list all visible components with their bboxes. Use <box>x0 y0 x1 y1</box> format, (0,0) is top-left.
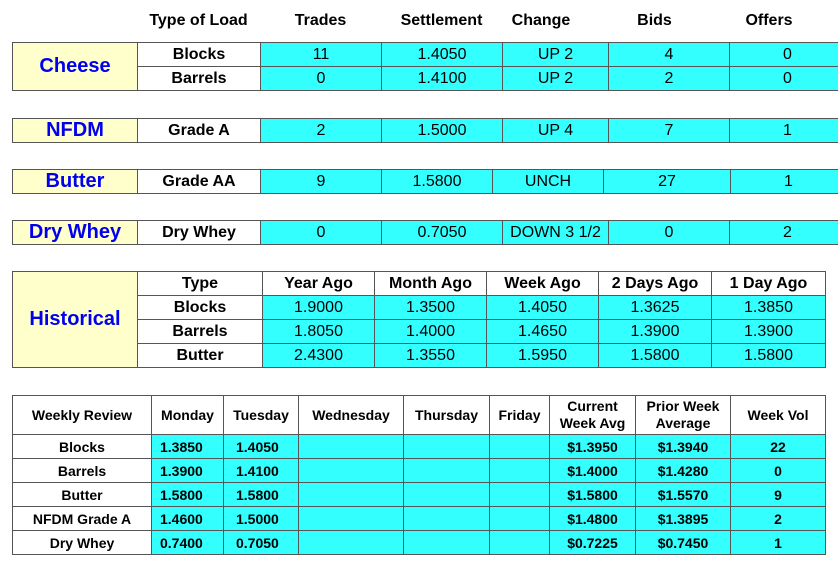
change-value: UP 4 <box>503 119 609 143</box>
weekly-thursday <box>404 531 490 555</box>
weekly-tuesday: 1.4100 <box>224 459 299 483</box>
weekly-monday: 1.4600 <box>152 507 224 531</box>
weekly-product: Dry Whey <box>13 531 152 555</box>
weekly-vol: 9 <box>731 483 826 507</box>
weekly-wednesday <box>299 507 404 531</box>
weekly-header-tuesday: Tuesday <box>224 396 299 435</box>
offers-value: 1 <box>731 170 838 194</box>
load-type: Barrels <box>138 67 261 91</box>
bids-value: 27 <box>604 170 731 194</box>
weekly-tuesday: 0.7050 <box>224 531 299 555</box>
settlement-value: 1.5800 <box>382 170 493 194</box>
weekly-current-avg: $1.3950 <box>550 435 636 459</box>
weekly-wednesday <box>299 435 404 459</box>
hist-header-month-ago: Month Ago <box>375 272 487 296</box>
settlement-value: 1.5000 <box>382 119 503 143</box>
trades-value: 0 <box>261 67 382 91</box>
weekly-thursday <box>404 459 490 483</box>
table-row <box>13 483 826 507</box>
butter-label: Butter <box>13 170 138 194</box>
weekly-product: NFDM Grade A <box>13 507 152 531</box>
hist-header-week-ago: Week Ago <box>487 272 599 296</box>
hist-value: 1.9000 <box>263 296 375 320</box>
cheese-table <box>12 42 838 91</box>
table-row <box>13 43 838 67</box>
hist-type: Barrels <box>138 320 263 344</box>
hist-value: 1.3900 <box>599 320 712 344</box>
weekly-product: Barrels <box>13 459 152 483</box>
historical-label: Historical <box>13 272 138 368</box>
hist-type: Blocks <box>138 296 263 320</box>
hist-type: Butter <box>138 344 263 368</box>
offers-value: 2 <box>730 221 838 245</box>
settlement-value: 0.7050 <box>382 221 503 245</box>
weekly-tuesday: 1.5000 <box>224 507 299 531</box>
market-column-headers <box>137 12 825 36</box>
table-row <box>13 119 838 143</box>
weekly-wednesday <box>299 483 404 507</box>
nfdm-table <box>12 118 838 143</box>
weekly-monday: 1.5800 <box>152 483 224 507</box>
offers-value: 0 <box>730 67 838 91</box>
cheese-label: Cheese <box>13 43 138 91</box>
weekly-wednesday <box>299 531 404 555</box>
weekly-prior-avg: $1.4280 <box>636 459 731 483</box>
dry-whey-table <box>12 220 838 245</box>
nfdm-label: NFDM <box>13 119 138 143</box>
weekly-tuesday: 1.5800 <box>224 483 299 507</box>
offers-value: 1 <box>730 119 838 143</box>
weekly-prior-avg: $1.3895 <box>636 507 731 531</box>
load-type: Grade A <box>138 119 261 143</box>
weekly-header-current-week-avg: Current Week Avg <box>550 396 636 435</box>
bids-value: 7 <box>609 119 730 143</box>
weekly-friday <box>490 507 550 531</box>
weekly-vol: 1 <box>731 531 826 555</box>
change-value: DOWN 3 1/2 <box>503 221 609 245</box>
load-type: Dry Whey <box>138 221 261 245</box>
weekly-header-wednesday: Wednesday <box>299 396 404 435</box>
load-type: Blocks <box>138 43 261 67</box>
settlement-value: 1.4100 <box>382 67 503 91</box>
weekly-header-prior-week-average: Prior Week Average <box>636 396 731 435</box>
header-trades: Trades <box>294 12 347 29</box>
hist-value: 1.5800 <box>599 344 712 368</box>
table-row <box>13 221 838 245</box>
hist-value: 2.4300 <box>263 344 375 368</box>
table-row <box>13 170 838 194</box>
weekly-wednesday <box>299 459 404 483</box>
offers-value: 0 <box>730 43 838 67</box>
hist-value: 1.4650 <box>487 320 599 344</box>
hist-value: 1.3550 <box>375 344 487 368</box>
table-row <box>13 435 826 459</box>
weekly-header-week-vol: Week Vol <box>731 396 826 435</box>
weekly-vol: 0 <box>731 459 826 483</box>
weekly-header-thursday: Thursday <box>404 396 490 435</box>
weekly-monday: 1.3900 <box>152 459 224 483</box>
weekly-header-review: Weekly Review <box>13 396 152 435</box>
weekly-thursday <box>404 483 490 507</box>
header-settlement: Settlement <box>400 12 483 29</box>
weekly-prior-avg: $1.3940 <box>636 435 731 459</box>
trades-value: 2 <box>261 119 382 143</box>
change-value: UNCH <box>493 170 604 194</box>
hist-value: 1.3900 <box>712 320 826 344</box>
table-row <box>13 396 826 435</box>
header-type-of-load: Type of Load <box>149 12 248 29</box>
weekly-product: Blocks <box>13 435 152 459</box>
header-change: Change <box>511 12 571 29</box>
weekly-friday <box>490 435 550 459</box>
hist-header-year-ago: Year Ago <box>263 272 375 296</box>
historical-table <box>12 271 826 368</box>
trades-value: 11 <box>261 43 382 67</box>
table-row <box>13 531 826 555</box>
load-type: Grade AA <box>138 170 261 194</box>
bids-value: 4 <box>609 43 730 67</box>
hist-header-2-days-ago: 2 Days Ago <box>599 272 712 296</box>
butter-table <box>12 169 838 194</box>
table-row <box>13 272 826 296</box>
weekly-tuesday: 1.4050 <box>224 435 299 459</box>
weekly-header-friday: Friday <box>490 396 550 435</box>
hist-value: 1.5800 <box>712 344 826 368</box>
weekly-thursday <box>404 435 490 459</box>
header-bids: Bids <box>637 12 672 29</box>
weekly-review-table <box>12 395 826 555</box>
hist-value: 1.3500 <box>375 296 487 320</box>
weekly-vol: 2 <box>731 507 826 531</box>
trades-value: 0 <box>261 221 382 245</box>
bids-value: 0 <box>609 221 730 245</box>
weekly-product: Butter <box>13 483 152 507</box>
weekly-thursday <box>404 507 490 531</box>
table-row <box>13 459 826 483</box>
settlement-value: 1.4050 <box>382 43 503 67</box>
table-row <box>13 507 826 531</box>
weekly-prior-avg: $0.7450 <box>636 531 731 555</box>
change-value: UP 2 <box>503 43 609 67</box>
weekly-current-avg: $1.4800 <box>550 507 636 531</box>
hist-value: 1.4050 <box>487 296 599 320</box>
dry-whey-label: Dry Whey <box>13 221 138 245</box>
weekly-current-avg: $1.4000 <box>550 459 636 483</box>
weekly-friday <box>490 483 550 507</box>
weekly-prior-avg: $1.5570 <box>636 483 731 507</box>
weekly-monday: 1.3850 <box>152 435 224 459</box>
hist-header-type: Type <box>138 272 263 296</box>
hist-value: 1.8050 <box>263 320 375 344</box>
weekly-vol: 22 <box>731 435 826 459</box>
trades-value: 9 <box>261 170 382 194</box>
header-offers: Offers <box>745 12 793 29</box>
bids-value: 2 <box>609 67 730 91</box>
hist-value: 1.3625 <box>599 296 712 320</box>
hist-value: 1.4000 <box>375 320 487 344</box>
change-value: UP 2 <box>503 67 609 91</box>
hist-value: 1.5950 <box>487 344 599 368</box>
weekly-current-avg: $0.7225 <box>550 531 636 555</box>
weekly-header-monday: Monday <box>152 396 224 435</box>
weekly-friday <box>490 459 550 483</box>
weekly-current-avg: $1.5800 <box>550 483 636 507</box>
hist-value: 1.3850 <box>712 296 826 320</box>
weekly-monday: 0.7400 <box>152 531 224 555</box>
hist-header-1-day-ago: 1 Day Ago <box>712 272 826 296</box>
weekly-friday <box>490 531 550 555</box>
